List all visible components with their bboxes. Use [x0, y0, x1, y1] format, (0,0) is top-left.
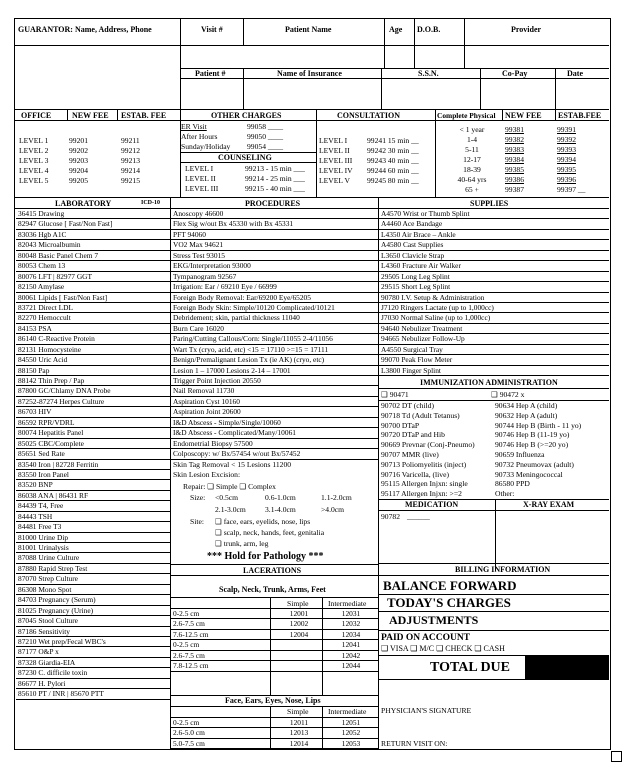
procedure-item[interactable]: Foreign Body Removal: Ear/69200 Eye/65205: [171, 293, 378, 303]
supply-item[interactable]: A4550 Surgical Tray: [379, 345, 609, 355]
laceration-cell: [273, 640, 325, 649]
laceration-row[interactable]: [171, 640, 378, 650]
laceration-cell: 12052: [341, 728, 361, 738]
size-option[interactable]: 1.1-2.0cm: [321, 493, 352, 502]
laceration-intermediate-header: Intermediate: [328, 707, 367, 716]
procedure-item[interactable]: Aspiration Joint 20600: [171, 407, 378, 417]
skin-tag-removal[interactable]: Skin Tag Removal < 15 Lesions 11200: [173, 460, 292, 469]
procedure-item[interactable]: Irrigation: Ear / 69210 Eye / 66999: [171, 282, 378, 292]
immunization-admin-90472[interactable]: ❑ 90472 x: [491, 390, 525, 399]
size-option[interactable]: <0.5cm: [215, 493, 239, 502]
immunization-item[interactable]: 90744 Hep B (Birth - 11 yo): [495, 420, 582, 430]
laceration-row[interactable]: [171, 609, 378, 619]
lab-test-item[interactable]: 80061 Lipids [ Fast/Non Fast]: [16, 293, 170, 303]
procedure-item[interactable]: I&D Abscess - Complicated/Many/10061: [171, 428, 378, 438]
procedure-item[interactable]: Aspiration Cyst 10160: [171, 397, 378, 407]
lab-test-item[interactable]: 84439 T4, Free: [16, 501, 170, 511]
lab-test-item[interactable]: 83036 Hgb A1C: [16, 230, 170, 240]
laceration-simple-header: Simple: [287, 707, 309, 716]
immunization-item[interactable]: 90716 Varicella, (live): [381, 469, 449, 479]
procedure-item[interactable]: Paring/Cutting Callous/Corn: Single/11055 2-4/11056: [171, 334, 378, 344]
supply-item[interactable]: 90780 I.V. Setup & Administration: [379, 293, 609, 303]
laceration-cell: 0-2.5 cm: [173, 640, 200, 650]
lab-test-item[interactable]: 87800 GC/Chlamy DNA Probe: [16, 386, 170, 396]
procedure-item[interactable]: Tympanogram 92567: [171, 272, 378, 282]
lab-test-item[interactable]: 85651 Sed Rate: [16, 449, 170, 459]
supplies-title: SUPPLIES: [470, 199, 509, 208]
immunization-item[interactable]: 90659 Influenza: [495, 449, 545, 459]
procedure-item[interactable]: EKG/Interpretation 93000: [171, 261, 378, 271]
procedure-item[interactable]: Burn Care 16020: [171, 324, 378, 334]
lab-test-item[interactable]: 87252-87274 Herpes Culture: [16, 397, 170, 407]
ssn-label: S.S.N.: [418, 69, 439, 78]
counseling-list: LEVEL I 99213 - 15 min ___ LEVEL II 99214 - 25 min ___ LEVEL III 99215 - 40 min ___: [185, 164, 305, 193]
site-option[interactable]: ❑ scalp, neck, hands, feet, genitalia: [215, 528, 325, 537]
office-estab-fee: ESTAB. FEE: [121, 111, 167, 120]
patient-name-label: Patient Name: [285, 25, 332, 34]
lacerations-group-face: Face, Ears, Eyes, Nose, Lips: [225, 696, 321, 705]
size-option[interactable]: 2.1-3.0cm: [215, 505, 246, 514]
procedure-item[interactable]: Debridement; skin, partial thickness 11040: [171, 313, 378, 323]
immunization-item[interactable]: 90707 MMR (live): [381, 449, 439, 459]
laceration-cell: 12031: [341, 609, 361, 618]
supply-item[interactable]: 94665 Nebulizer Follow-Up: [379, 334, 609, 344]
lacerations-group-scalp: Scalp, Neck, Trunk, Arms, Feet: [219, 585, 326, 594]
dob-label: D.O.B.: [417, 25, 441, 34]
site-option[interactable]: ❑ face, ears, eyelids, nose, lips: [215, 517, 311, 526]
immunization-item[interactable]: 90732 Pneumovax (adult): [495, 459, 574, 469]
age-label: Age: [389, 25, 403, 34]
procedure-item[interactable]: Trigger Point Injection 20550: [171, 376, 378, 386]
supply-item[interactable]: L3650 Clavicle Strap: [379, 251, 609, 261]
procedure-item[interactable]: Stress Test 93015: [171, 251, 378, 261]
lacerations-title: LACERATIONS: [243, 566, 302, 575]
immunization-item[interactable]: 90702 DT (child): [381, 401, 435, 410]
procedure-item[interactable]: Foreign Body Skin: Simple/10120 Complicated/10121: [171, 303, 378, 313]
lab-test-item[interactable]: 84443 TSH: [16, 512, 170, 522]
lab-test-item[interactable]: 86140 C-Reactive Protein: [16, 334, 170, 344]
site-label: Site:: [190, 517, 204, 526]
size-option[interactable]: 0.6-1.0cm: [265, 493, 296, 502]
lab-test-item[interactable]: 87177 O&P x: [16, 647, 170, 657]
return-visit-label: RETURN VISIT ON:: [381, 739, 448, 748]
payment-methods[interactable]: ❑ VISA ❑ M/C ❑ CHECK ❑ CASH: [381, 644, 505, 653]
procedure-item[interactable]: Wart Tx (cryo, acid, etc) <15 = 17110 >=15 = 17111: [171, 345, 378, 355]
immunization-item[interactable]: 90669 Prevnar (Conj-Pneumo): [381, 440, 475, 450]
guarantor-label: GUARANTOR: Name, Address, Phone: [18, 25, 152, 34]
lab-test-item[interactable]: 86677 H. Pylori: [16, 679, 170, 689]
laceration-cell: 12042: [341, 650, 361, 660]
immunization-title: IMMUNIZATION ADMINISTRATION: [420, 378, 558, 387]
laceration-cell: 12034: [341, 629, 361, 639]
laceration-cell: 12001: [289, 609, 309, 618]
provider-label: Provider: [511, 25, 542, 34]
lab-test-item[interactable]: 87328 Giardia-EIA: [16, 658, 170, 668]
laceration-table-face: [171, 718, 378, 749]
hold-for-pathology: *** Hold for Pathology ***: [207, 551, 324, 562]
physical-new-fee: NEW FEE: [505, 111, 542, 120]
immunization-item[interactable]: 95115 Allergen Injxn: single: [381, 479, 468, 489]
lab-test-item[interactable]: 87210 Wet prep/Fecal WBC's: [16, 637, 170, 647]
supply-item[interactable]: A4460 Ace Bandage: [379, 219, 609, 229]
lab-test-item[interactable]: 87880 Rapid Strep Test: [16, 564, 170, 574]
medication-title: MEDICATION: [405, 500, 459, 509]
supply-item[interactable]: L3800 Finger Splint: [379, 366, 609, 376]
lab-test-item[interactable]: 87070 Strep Culture: [16, 574, 170, 584]
lab-test-item[interactable]: 84153 PSA: [16, 324, 170, 334]
procedure-item[interactable]: Nail Removal 11730: [171, 386, 378, 396]
laceration-row[interactable]: [171, 630, 378, 640]
laceration-intermediate-header: Intermediate: [328, 599, 367, 608]
supply-item[interactable]: L4350 Air Brace – Ankle: [379, 230, 609, 240]
date-label: Date: [567, 69, 583, 78]
immunization-admin-90471[interactable]: ❑ 90471: [381, 390, 409, 399]
physical-estab-fee: ESTAB.FEE: [558, 111, 602, 120]
laceration-cell: 12051: [341, 718, 361, 727]
procedure-item[interactable]: Lesion 1 – 17000 Lesions 2-14 – 17001: [171, 366, 378, 376]
supply-item[interactable]: 29515 Short Leg Splint: [379, 282, 609, 292]
lab-test-item[interactable]: 87230 C. difficile toxin: [16, 668, 170, 678]
immunization-item[interactable]: Other:: [495, 489, 515, 499]
laboratory-title: LABORATORY: [55, 199, 112, 208]
physician-signature-label: PHYSICIAN'S SIGNATURE: [381, 706, 472, 715]
lab-test-item[interactable]: 85025 CBC/Complete: [16, 439, 170, 449]
lab-test-item[interactable]: 86703 HIV: [16, 407, 170, 417]
immunization-item[interactable]: 90746 Hep B (>=20 yo): [495, 440, 569, 450]
adjustments-label: ADJUSTMENTS: [389, 613, 479, 627]
laceration-cell: 12013: [289, 728, 309, 738]
lab-test-item[interactable]: 36415 Drawing: [16, 209, 170, 219]
immunization-item[interactable]: 90720 DTaP and Hib: [381, 430, 445, 440]
office-levels: LEVEL 1 99201 99211 LEVEL 2 99202 99212 LEVEL 3 99203 99213 LEVEL 4 99204 99214 LEVEL 5 99205 99215: [19, 136, 140, 185]
immunization-item[interactable]: 90634 Hep A (child): [495, 401, 558, 410]
consultation-title: CONSULTATION: [337, 111, 400, 120]
lab-test-item[interactable]: 80053 Chem 13: [16, 261, 170, 271]
corner-box: [611, 751, 622, 762]
procedure-item[interactable]: I&D Abscess - Simple/Single/10060: [171, 418, 378, 428]
lab-test-item[interactable]: 84703 Pregnancy (Serum): [16, 595, 170, 605]
repair-options[interactable]: Repair: ❑ Simple ❑ Complex: [183, 482, 276, 491]
supply-item[interactable]: L4360 Fracture Air Walker: [379, 261, 609, 271]
lab-test-item[interactable]: 82150 Amylase: [16, 282, 170, 292]
size-option[interactable]: >4.0cm: [321, 505, 345, 514]
visit-label: Visit #: [201, 25, 223, 34]
lab-test-item[interactable]: 87088 Urine Culture: [16, 553, 170, 563]
insurance-label: Name of Insurance: [277, 69, 342, 78]
laceration-row[interactable]: [171, 728, 378, 738]
laceration-row[interactable]: [171, 651, 378, 661]
lab-test-item[interactable]: 81000 Urine Dip: [16, 533, 170, 543]
lab-test-item[interactable]: 83550 Iron Panel: [16, 470, 170, 480]
icd-label: ICD-10: [141, 200, 160, 206]
laceration-cell: 12004: [289, 629, 309, 639]
lab-test-item[interactable]: 87186 Sensitivity: [16, 627, 170, 637]
immunization-list-right: [495, 401, 581, 499]
consultation-list: LEVEL I 99241 15 min __ LEVEL II 99242 30 min __ LEVEL III 99243 40 min __ LEVEL IV 99244 60 min __ LEVEL V 99245 80 min __: [319, 136, 419, 185]
procedure-item[interactable]: Endometrial Biopsy 57500: [171, 439, 378, 449]
billing-title: BILLING INFORMATION: [455, 565, 551, 574]
procedures-list: [171, 209, 378, 460]
office-new-fee: NEW FEE: [72, 111, 109, 120]
xray-title: X-RAY EXAM: [523, 500, 575, 509]
lab-test-item[interactable]: 85610 PT / INR | 85670 PTT: [16, 689, 170, 699]
supplies-list: [379, 209, 609, 376]
lab-test-item[interactable]: 88150 Pap: [16, 366, 170, 376]
laceration-cell: 12002: [289, 619, 309, 629]
supply-item[interactable]: A4580 Cast Supplies: [379, 240, 609, 250]
laceration-cell: 2.6-7.5 cm: [173, 619, 205, 629]
immunization-item[interactable]: 95117 Allergen Injxn: >=2: [381, 489, 462, 499]
site-option[interactable]: ❑ trunk, arm, leg: [215, 539, 269, 548]
medication-code[interactable]: 90782: [381, 512, 400, 521]
immunization-item[interactable]: 90733 Meningococcal: [495, 469, 563, 479]
lab-test-item[interactable]: 80074 Hepatitis Panel: [16, 428, 170, 438]
laceration-simple-header: Simple: [287, 599, 309, 608]
procedure-item[interactable]: Colposcopy: w/ Bx/57454 w/out Bx/57452: [171, 449, 378, 459]
immunization-item[interactable]: 90713 Poliomyelitis (inject): [381, 459, 467, 469]
laceration-cell: 12044: [341, 661, 361, 671]
lab-test-item[interactable]: 82270 Hemoccult: [16, 313, 170, 323]
other-charges-title: OTHER CHARGES: [211, 111, 282, 120]
todays-charges-label: TODAY'S CHARGES: [387, 595, 511, 610]
lab-test-item[interactable]: 82947 Glucose [ Fast/Non Fast]: [16, 219, 170, 229]
procedure-item[interactable]: Flex Sig w/out Bx 45330 with Bx 45331: [171, 219, 378, 229]
lab-test-item[interactable]: 84481 Free T3: [16, 522, 170, 532]
size-label: Size:: [190, 493, 206, 502]
size-option[interactable]: 3.1-4.0cm: [265, 505, 296, 514]
skin-lesion-label: Skin Lesion Excision:: [173, 470, 241, 479]
laceration-cell: [273, 651, 325, 660]
laboratory-list: [16, 209, 170, 700]
laceration-cell: 12032: [341, 619, 361, 629]
immunization-item[interactable]: 90700 DTaP: [381, 420, 420, 430]
laceration-row[interactable]: [171, 661, 378, 671]
lab-test-item[interactable]: 86308 Mono Spot: [16, 585, 170, 595]
supply-item[interactable]: J7030 Normal Saline (up to 1,000cc): [379, 313, 609, 323]
lab-test-item[interactable]: 83721 Direct LDL: [16, 303, 170, 313]
laceration-cell: 5.0-7.5 cm: [173, 738, 205, 748]
patient-number-label: Patient #: [195, 69, 226, 78]
laceration-cell: 12014: [289, 738, 309, 748]
laceration-cell: 0-2.5 cm: [173, 718, 200, 727]
laceration-cell: 12053: [341, 738, 361, 748]
lab-test-item[interactable]: 82131 Homocysteine: [16, 345, 170, 355]
paid-on-account-label: PAID ON ACCOUNT: [381, 633, 471, 643]
lab-test-item[interactable]: 80048 Basic Panel Chem 7: [16, 251, 170, 261]
immunization-item[interactable]: 90632 Hep A (adult): [495, 410, 558, 420]
procedures-title: PROCEDURES: [245, 199, 301, 208]
procedure-item[interactable]: Anoscopy 46600: [171, 209, 378, 219]
laceration-cell: 7.8-12.5 cm: [173, 661, 209, 671]
lab-test-item[interactable]: 84550 Uric Acid: [16, 355, 170, 365]
medication-line: ______: [407, 512, 430, 521]
lab-test-item[interactable]: 81001 Urinalysis: [16, 543, 170, 553]
counseling-title: COUNSELING: [218, 153, 272, 162]
lab-test-item[interactable]: 88142 Thin Prep / Pap: [16, 376, 170, 386]
procedure-item[interactable]: Benign/Premalignant Lesion Tx (ie AK) (cryo, etc): [171, 355, 378, 365]
laceration-cell: 2.6-5.0 cm: [173, 728, 205, 738]
supply-item[interactable]: 29505 Long Leg Splint: [379, 272, 609, 282]
laceration-cell: 2.6-7.5 cm: [173, 650, 205, 660]
other-charges-list: ER Visit 99058 ____ After Hours 99050 ____ Sunday/Holiday 99054 ____: [181, 122, 284, 151]
supply-item[interactable]: 99070 Peak Flow Meter: [379, 355, 609, 365]
immunization-list-left: [381, 401, 475, 499]
lab-test-item[interactable]: 87045 Stool Culture: [16, 616, 170, 626]
supply-item[interactable]: J7120 Ringers Lactate (up to 1,000cc): [379, 303, 609, 313]
lab-test-item[interactable]: 86038 ANA | 86431 RF: [16, 491, 170, 501]
procedure-item[interactable]: PFT 94060: [171, 230, 378, 240]
immunization-item[interactable]: 90746 Hep B (11-19 yo): [495, 430, 570, 440]
lab-test-item[interactable]: 83520 BNP: [16, 480, 170, 490]
laceration-cell: 7.6-12.5 cm: [173, 629, 209, 639]
lab-test-item[interactable]: 86592 RPR/VDRL: [16, 418, 170, 428]
lab-test-item[interactable]: 83540 Iron | 82728 Ferritin: [16, 460, 170, 470]
supply-item[interactable]: 94640 Nebulizer Treatment: [379, 324, 609, 334]
total-due-label: TOTAL DUE: [430, 660, 511, 675]
laceration-row[interactable]: [171, 718, 378, 728]
lab-test-item[interactable]: 82043 Microalbumin: [16, 240, 170, 250]
office-title: OFFICE: [21, 111, 52, 120]
procedure-item[interactable]: VO2 Max 94621: [171, 240, 378, 250]
laceration-row[interactable]: [171, 739, 378, 749]
laceration-table-scalp: [171, 609, 378, 672]
lab-test-item[interactable]: 80076 LFT | 82977 GGT: [16, 272, 170, 282]
total-due-field[interactable]: [525, 656, 609, 679]
supply-item[interactable]: A4570 Wrist or Thumb Splint: [379, 209, 609, 219]
physical-list: < 1 year 99381 99391 1-4 99382 99392 5-11 99383 99393 12-17 99384 99394 18-39 99385 99395 40-64 yrs 99386 99396 65 + 99387 99397 __: [457, 125, 586, 194]
laceration-cell: 12011: [289, 718, 309, 727]
immunization-item[interactable]: 86580 PPD: [495, 479, 530, 489]
superbill-form: [14, 18, 611, 750]
laceration-cell: 0-2.5 cm: [173, 609, 200, 618]
laceration-cell: 12041: [341, 640, 361, 650]
lab-test-item[interactable]: 81025 Pregnancy (Urine): [16, 606, 170, 616]
copay-label: Co-Pay: [502, 69, 528, 78]
laceration-row[interactable]: [171, 619, 378, 629]
laceration-cell: [273, 661, 325, 670]
balance-forward-label: BALANCE FORWARD: [383, 578, 517, 593]
immunization-item[interactable]: 90718 Td (Adult Tetanus): [381, 410, 460, 420]
physical-title: Complete Physical: [437, 111, 496, 120]
